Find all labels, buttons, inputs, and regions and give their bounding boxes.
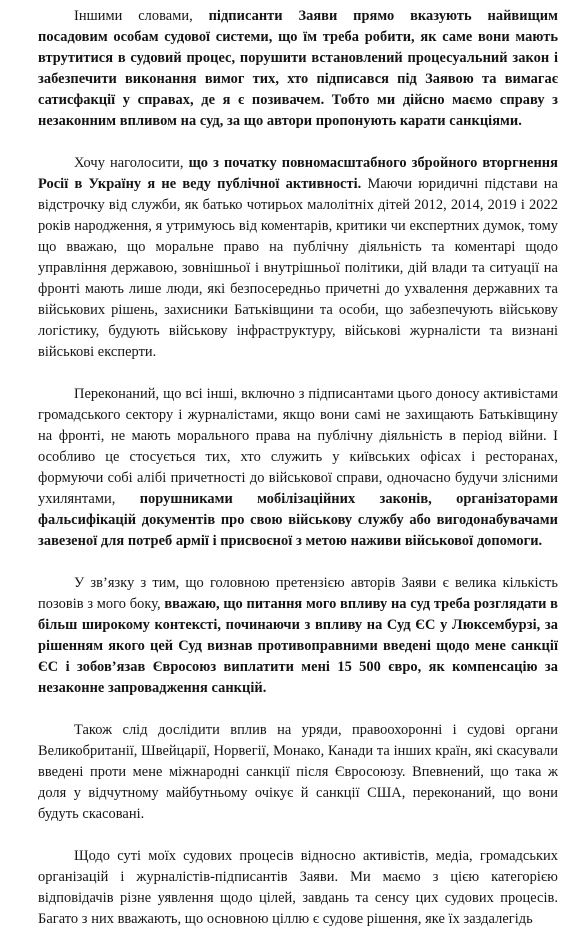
paragraph-6 [38, 846, 558, 930]
paragraph-2-text-1: Хочу наголосити, [74, 155, 189, 171]
paragraph-3-text-1: Переконаний, що всі інші, включно з підписантами цього доносу активістами громадського сектору і журналістами, якщо вони самі не захищають Батьківщину на фронті, не мають морального права на публічну діяльність в період війни. І особливо це стосується тих, хто служить у київських офісах і ресторанах, формуючи собі алібі причетності до військової справи, одночасно будучи злісними ухилянтами, [38, 386, 558, 507]
paragraph-6-text-1: Щодо суті моїх судових процесів відносно активістів, медіа, громадських організацій і журналістів-підписантів Заяви. Ми маємо з цією категорією відповідачів різне уявлення щодо цілей, завдань та сенсу цих судових процесів. Багато з них вважають, що основною ціллю є судове рішення, яке їх заздалегідь [38, 848, 558, 927]
paragraph-1-text-2: підписанти Заяви прямо вказують найвищим посадовим особам судової системи, що їм треба робити, як саме вони мають втрутитися в судовий процес, порушити встановлений процесуальний закон і забезпечити виконання вимог тих, хто підписався під Заявою та вимагає сатисфакції у справах, де я є позивачем. Тобто ми дійсно маємо справу з незаконним впливом на суд, за що автори пропонують карати санкціями. [38, 8, 558, 129]
document-body [38, 6, 558, 930]
paragraph-4 [38, 573, 558, 699]
paragraph-3 [38, 384, 558, 552]
paragraph-2-text-2: що з початку повномасштабного збройного вторгнення Росії в Україну я не веду публічної активності. [38, 155, 558, 192]
paragraph-2-text-3: Маючи юридичні підстави на відстрочку від служби, як батько чотирьох малолітніх дітей 2012, 2014, 2019 і 2022 років народження, я утримуюсь від коментарів, критики чи експертних думок, тому що вважаю, що моральне право на публічну діяльність та коментарі щодо управління державою, зовнішньої і внутрішньої політики, дій влади та ситуації на фронті мають лише люди, які безпосередньо причетні до ухвалення державних та військових рішень, захисники Батьківщини та особи, що забезпечують військову логістику, будують військову інфраструктуру, військові журналісти та визнані військові експерти. [38, 176, 558, 360]
paragraph-3-text-2: порушниками мобілізаційних законів, організаторами фальсифікацій документів про свою військову службу або вигодонабувачами завезеної для потреб армії і присвоєної з метою наживи військової допомоги. [38, 491, 558, 549]
paragraph-2 [38, 153, 558, 363]
paragraph-1-text-1: Іншими словами, [74, 8, 209, 24]
paragraph-1 [38, 6, 558, 132]
paragraph-5-text-1: Також слід дослідити вплив на уряди, правоохоронні і судові органи Великобританії, Швейцарії, Норвегії, Монако, Канади та інших країн, які скасували введені проти мене міжнародні санкції після Євросоюзу. Впевнений, що така ж доля у відчутному майбутньому очікує й санкції США, переконаний, що вони будуть скасовані. [38, 722, 558, 822]
paragraph-5 [38, 720, 558, 825]
paragraph-4-text-2: вважаю, що питання мого впливу на суд треба розглядати в більш широкому контексті, починаючи з впливу на Суд ЄС у Люксембурзі, за рішенням якого цей Суд визнав противоправними введені щодо мене санкції ЄС і зобов’язав Євросоюз виплатити мені 15 500 євро, як компенсацію за незаконне запровадження санкцій. [38, 596, 558, 696]
paragraph-4-text-1: У зв’язку з тим, що головною претензією авторів Заяви є велика кількість позовів з мого боку, [38, 575, 558, 612]
